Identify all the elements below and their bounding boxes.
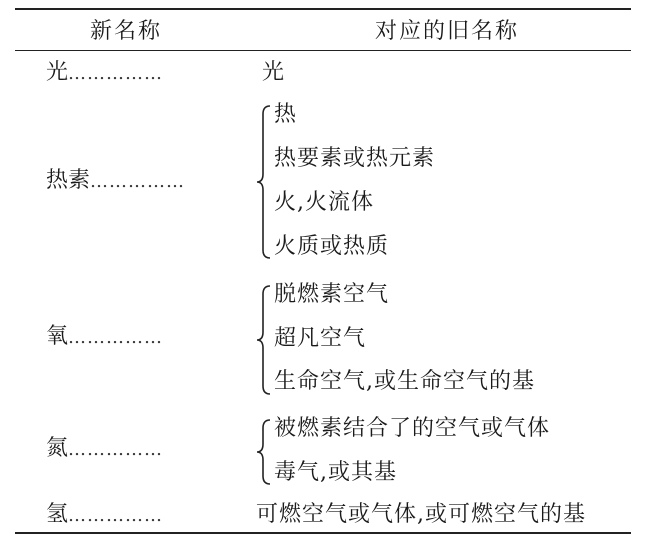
- leader-dots: ……………: [90, 171, 186, 192]
- new-name-cell: 光: [46, 60, 69, 85]
- new-name-cell: 热素: [46, 168, 91, 193]
- table-row: [46, 500, 163, 531]
- brace-icon: [254, 104, 274, 260]
- table-header-rule: [15, 50, 631, 51]
- table-row: [46, 434, 163, 465]
- old-name-cell: 火,火流体: [274, 190, 374, 215]
- leader-dots: ……………: [68, 63, 164, 84]
- old-name-cell: 热: [274, 102, 298, 127]
- leader-dots: ……………: [68, 439, 164, 460]
- header-old-name: 对应的旧名称: [375, 19, 520, 44]
- table-top-rule: [15, 8, 631, 10]
- table-row: [46, 322, 163, 353]
- old-name-cell: 生命空气,或生命空气的基: [274, 369, 535, 394]
- new-name-cell: 氧: [46, 324, 69, 349]
- table-bottom-rule: [15, 532, 631, 534]
- leader-dots: ……………: [68, 505, 164, 526]
- brace-icon: [254, 418, 274, 486]
- table-row: [46, 166, 185, 197]
- old-name-cell: 脱燃素空气: [274, 282, 390, 307]
- new-name-cell: 氮: [46, 436, 69, 461]
- table-row: [46, 58, 163, 89]
- old-name-cell: 热要素或热元素: [274, 146, 436, 171]
- old-name-cell: 可燃空气或气体,或可燃空气的基: [256, 502, 586, 527]
- old-name-cell: 毒气,或其基: [274, 460, 397, 485]
- header-new-name: 新名称: [90, 19, 163, 44]
- old-name-cell: 被燃素结合了的空气或气体: [274, 416, 551, 441]
- old-name-cell: 超凡空气: [274, 326, 367, 351]
- leader-dots: ……………: [68, 327, 164, 348]
- brace-icon: [254, 284, 274, 396]
- old-name-cell: 火质或热质: [274, 234, 390, 259]
- old-name-cell: 光: [262, 60, 286, 85]
- new-name-cell: 氢: [46, 502, 69, 527]
